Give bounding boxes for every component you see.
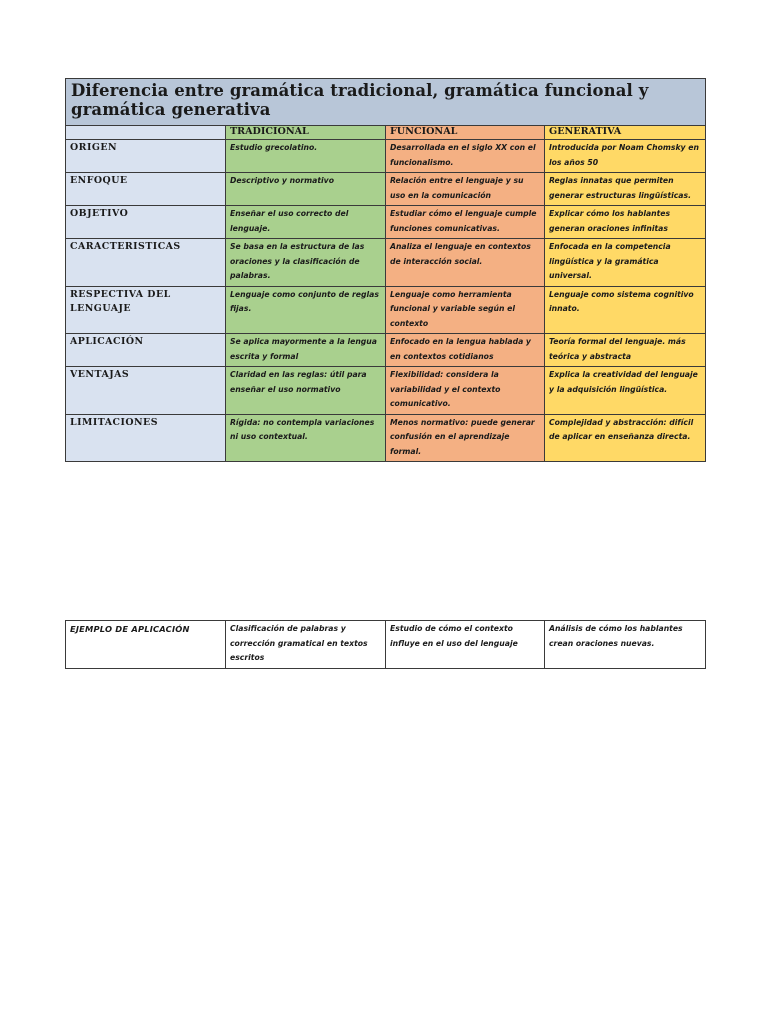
example-generativa: Análisis de cómo los hablantes crean oraciones nuevas. xyxy=(545,621,706,669)
cell-tradicional: Claridad en las reglas: útil para enseñar el uso normativo xyxy=(226,367,386,415)
title-row xyxy=(66,79,706,126)
row-label: ENFOQUE xyxy=(66,173,226,206)
cell-generativa: Explicar cómo los hablantes generan oraciones infinitas xyxy=(545,206,706,239)
example-tradicional: Clasificación de palabras y corrección gramatical en textos escritos xyxy=(226,621,386,669)
header-funcional: FUNCIONAL xyxy=(386,126,545,140)
cell-generativa: Lenguaje como sistema cognitivo innato. xyxy=(545,286,706,334)
cell-tradicional: Se aplica mayormente a la lengua escrita y formal xyxy=(226,334,386,367)
row-label: APLICACIÓN xyxy=(66,334,226,367)
cell-generativa: Complejidad y abstracción: difícil de aplicar en enseñanza directa. xyxy=(545,414,706,462)
cell-generativa: Introducida por Noam Chomsky en los años 50 xyxy=(545,140,706,173)
cell-tradicional: Enseñar el uso correcto del lenguaje. xyxy=(226,206,386,239)
cell-tradicional: Se basa en la estructura de las oraciones y la clasificación de palabras. xyxy=(226,239,386,287)
table-row xyxy=(66,286,706,334)
cell-funcional: Flexibilidad: considera la variabilidad y el contexto comunicativo. xyxy=(386,367,545,415)
row-label: CARACTERISTICAS xyxy=(66,239,226,287)
cell-tradicional: Rígida: no contempla variaciones ni uso contextual. xyxy=(226,414,386,462)
row-label: ORIGEN xyxy=(66,140,226,173)
table-row xyxy=(66,173,706,206)
table-row xyxy=(66,140,706,173)
table-title: Diferencia entre gramática tradicional, gramática funcional y gramática generativa xyxy=(66,79,706,126)
cell-funcional: Desarrollada en el siglo XX con el funcionalismo. xyxy=(386,140,545,173)
cell-tradicional: Estudio grecolatino. xyxy=(226,140,386,173)
table-row xyxy=(66,206,706,239)
example-table xyxy=(65,620,706,669)
table-row xyxy=(66,414,706,462)
cell-tradicional: Descriptivo y normativo xyxy=(226,173,386,206)
cell-generativa: Teoría formal del lenguaje. más teórica y abstracta xyxy=(545,334,706,367)
example-funcional: Estudio de cómo el contexto influye en el uso del lenguaje xyxy=(386,621,545,669)
header-empty xyxy=(66,126,226,140)
cell-funcional: Lenguaje como herramienta funcional y variable según el contexto xyxy=(386,286,545,334)
row-label: RESPECTIVA DEL LENGUAJE xyxy=(66,286,226,334)
table-row xyxy=(66,239,706,287)
header-generativa: GENERATIVA xyxy=(545,126,706,140)
example-label: EJEMPLO DE APLICACIÓN xyxy=(66,621,226,669)
row-label: OBJETIVO xyxy=(66,206,226,239)
header-tradicional: TRADICIONAL xyxy=(226,126,386,140)
cell-generativa: Reglas innatas que permiten generar estructuras lingüísticas. xyxy=(545,173,706,206)
cell-funcional: Menos normativo: puede generar confusión en el aprendizaje formal. xyxy=(386,414,545,462)
table-row xyxy=(66,367,706,415)
header-row xyxy=(66,126,706,140)
cell-funcional: Relación entre el lenguaje y su uso en la comunicación xyxy=(386,173,545,206)
row-label: VENTAJAS xyxy=(66,367,226,415)
cell-funcional: Analiza el lenguaje en contextos de interacción social. xyxy=(386,239,545,287)
cell-funcional: Enfocado en la lengua hablada y en contextos cotidianos xyxy=(386,334,545,367)
cell-funcional: Estudiar cómo el lenguaje cumple funciones comunicativas. xyxy=(386,206,545,239)
cell-tradicional: Lenguaje como conjunto de reglas fijas. xyxy=(226,286,386,334)
table-row xyxy=(66,621,706,669)
table-row xyxy=(66,334,706,367)
cell-generativa: Enfocada en la competencia lingüística y la gramática universal. xyxy=(545,239,706,287)
row-label: LIMITACIONES xyxy=(66,414,226,462)
comparison-table xyxy=(65,78,706,462)
cell-generativa: Explica la creatividad del lenguaje y la adquisición lingüística. xyxy=(545,367,706,415)
